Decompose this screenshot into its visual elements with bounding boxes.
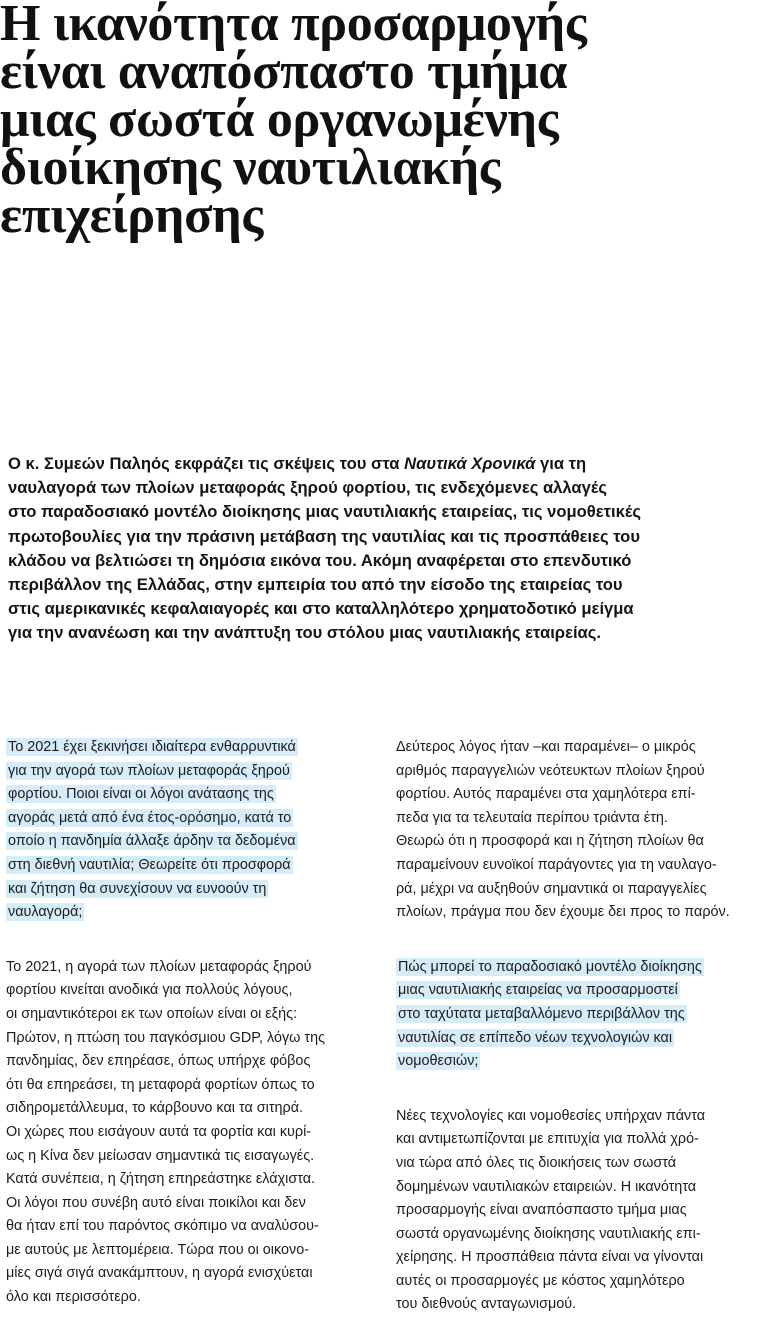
question-line: οποίο η πανδημία άλλαξε άρδην τα δεδομένα bbox=[8, 833, 296, 850]
answer-line: παραμείνουν ευνοϊκοί παράγοντες για τη ναυλαγο- bbox=[396, 856, 717, 873]
lead-line: κλάδου να βελτιώσει τη δημόσια εικόνα του. Ακόμη αναφέρεται στο επενδυτικό bbox=[8, 550, 632, 570]
answer-line: φορτίου. Αυτός παραμένει στα χαμηλότερα επί- bbox=[396, 786, 696, 803]
headline-line: είναι αναπόσπαστο τμήμα bbox=[0, 43, 568, 100]
question-highlight bbox=[6, 738, 298, 921]
answer-line: Δεύτερος λόγος ήταν –και παραμένει– ο μικρός bbox=[396, 739, 696, 755]
question-highlight bbox=[396, 958, 704, 1070]
answer-line: αριθμός παραγγελιών νεότευκτων πλοίων ξηρού bbox=[396, 762, 705, 779]
answer-line: πανδημίας, δεν επηρέασε, όπως υπήρχε φόβος bbox=[6, 1053, 311, 1070]
paragraph-gap bbox=[396, 925, 754, 956]
left-column bbox=[6, 736, 364, 1310]
headline-line: επιχείρησης bbox=[0, 187, 263, 244]
answer-line: Το 2021, η αγορά των πλοίων μεταφοράς ξηρού bbox=[6, 958, 312, 975]
headline-line: Η ικανότητα προσαρμογής bbox=[0, 0, 587, 52]
question-line: στη διεθνή ναυτιλία; Θεωρείτε ότι προσφορά bbox=[8, 856, 291, 873]
question-line: φορτίου. Ποιοι είναι οι λόγοι ανάτασης της bbox=[8, 786, 274, 803]
answer-line: όλο και περισσότερο. bbox=[6, 1289, 141, 1306]
lead-line: στο παραδοσιακό μοντέλο διοίκησης μιας ναυτιλιακής εταιρείας, τις νομοθετικές bbox=[8, 502, 642, 522]
question-line: ναυλαγορά; bbox=[8, 904, 83, 921]
question-line: Το 2021 έχει ξεκινήσει ιδιαίτερα ενθαρρυντικά bbox=[8, 739, 296, 755]
answer-line: πλοίων, πράγμα που δεν έχουμε δει προς το παρόν. bbox=[396, 904, 730, 921]
lead-line: για την ανανέωση και την ανάπτυξη του στόλου μιας ναυτιλιακής εταιρείας. bbox=[8, 623, 601, 643]
answer-line: ότι θα επηρεάσει, τη μεταφορά φορτίων όπως το bbox=[6, 1076, 315, 1093]
question-line: νομοθεσιών; bbox=[398, 1053, 479, 1070]
answer-line: του διεθνούς ανταγωνισμού. bbox=[396, 1296, 577, 1313]
question-line: αγοράς μετά από ένα έτος-ορόσημο, κατά το bbox=[8, 809, 292, 826]
lead-text: για τη bbox=[535, 454, 587, 473]
answer-line: Πρώτον, η πτώση του παγκόσμιου GDP, λόγω της bbox=[6, 1029, 326, 1046]
headline-line: διοίκησης ναυτιλιακής bbox=[0, 139, 501, 196]
question-line: στο ταχύτατα μεταβαλλόμενο περιβάλλον της bbox=[398, 1005, 685, 1022]
answer-line: σιδηρομετάλλευμα, το κάρβουνο και τα σιτηρά. bbox=[6, 1100, 304, 1117]
answer-line: οι σημαντικότεροι εκ των οποίων είναι οι εξής: bbox=[6, 1005, 298, 1022]
question-line: Πώς μπορεί το παραδοσιακό μοντέλο διοίκησης bbox=[398, 958, 702, 975]
right-column bbox=[396, 736, 754, 1317]
answer-line: Οι χώρες που εισάγουν αυτά τα φορτία και κυρί- bbox=[6, 1123, 312, 1140]
paragraph-gap bbox=[6, 925, 364, 956]
question-line: ναυτιλίας σε επίπεδο νέων τεχνολογιών και bbox=[398, 1029, 673, 1046]
article-lead bbox=[8, 452, 756, 646]
interview-answer bbox=[396, 736, 754, 925]
answer-line: φορτίου κινείται ανοδικά για πολλούς λόγους, bbox=[6, 982, 293, 999]
question-line: και ζήτηση θα συνεχίσουν να ευνοούν τη bbox=[8, 880, 267, 897]
article-headline bbox=[0, 0, 750, 244]
answer-line: μίες σιγά σιγά ανακάμπτουν, η αγορά ενισχύεται bbox=[6, 1265, 313, 1282]
publication-name: Ναυτικά Χρονικά bbox=[404, 454, 536, 473]
answer-line: σωστά οργανωμένης διοίκησης ναυτιλιακής επι- bbox=[396, 1225, 701, 1242]
interview-answer bbox=[6, 956, 364, 1310]
answer-line: δομημένων ναυτιλιακών εταιρειών. Η ικανότητα bbox=[396, 1178, 697, 1195]
lead-line: πρωτοβουλίες για την πράσινη μετάβαση της ναυτιλίας και τις προσπάθειες του bbox=[8, 526, 640, 546]
answer-line: πεδα για τα τελευταία περίπου τριάντα έτη. bbox=[396, 809, 668, 826]
answer-line: ως η Κίνα δεν μείωσαν σημαντικά τις εισαγωγές. bbox=[6, 1147, 315, 1164]
lead-text: Ο κ. Συμεών Παληός εκφράζει τις σκέψεις του στα bbox=[8, 454, 405, 473]
answer-line: νια τώρα από όλες τις διοικήσεις των σωστά bbox=[396, 1154, 677, 1171]
lead-line: περιβάλλον της Ελλάδας, στην εμπειρία του από την είσοδο της εταιρείας του bbox=[8, 575, 623, 595]
answer-line: Νέες τεχνολογίες και νομοθεσίες υπήρχαν πάντα bbox=[396, 1107, 706, 1124]
interview-question bbox=[6, 736, 364, 925]
interview-question bbox=[396, 956, 754, 1074]
answer-line: ρά, μέχρι να αυξηθούν σημαντικά οι παραγγελίες bbox=[396, 880, 707, 897]
answer-line: Κατά συνέπεια, η ζήτηση επηρεάστηκε ελάχιστα. bbox=[6, 1171, 316, 1188]
interview-answer bbox=[396, 1105, 754, 1317]
answer-line: αυτές οι προσαρμογές με κόστος χαμηλότερο bbox=[396, 1272, 685, 1289]
answer-line: θα ήταν επί του παρόντος σκόπιμο να αναλύσου- bbox=[6, 1218, 319, 1235]
answer-line: προσαρμογής είναι αναπόσπαστο τμήμα μιας bbox=[396, 1202, 687, 1219]
headline-line: μιας σωστά οργανωμένης bbox=[0, 91, 559, 148]
answer-line: Θεωρώ ότι η προσφορά και η ζήτηση πλοίων θα bbox=[396, 833, 704, 850]
answer-line: και αντιμετωπίζονται με επιτυχία για πολλά χρό- bbox=[396, 1131, 699, 1148]
question-line: για την αγορά των πλοίων μεταφοράς ξηρού bbox=[8, 762, 290, 779]
answer-line: με αυτούς με λεπτομέρεια. Τώρα που οι οικονο- bbox=[6, 1241, 310, 1258]
answer-line: Οι λόγοι που συνέβη αυτό είναι ποικίλοι και δεν bbox=[6, 1194, 306, 1211]
lead-line: στις αμερικανικές κεφαλαιαγορές και στο καταλληλότερο χρηματοδοτικό μείγμα bbox=[8, 599, 634, 619]
lead-line bbox=[8, 452, 756, 476]
lead-line: ναυλαγορά των πλοίων μεταφοράς ξηρού φορτίου, τις ενδεχόμενες αλλαγές bbox=[8, 478, 607, 498]
answer-line: χείρησης. Η προσπάθεια πάντα είναι να γίνονται bbox=[396, 1249, 704, 1266]
question-line: μιας ναυτιλιακής εταιρείας να προσαρμοστεί bbox=[398, 982, 678, 999]
paragraph-gap bbox=[396, 1074, 754, 1105]
